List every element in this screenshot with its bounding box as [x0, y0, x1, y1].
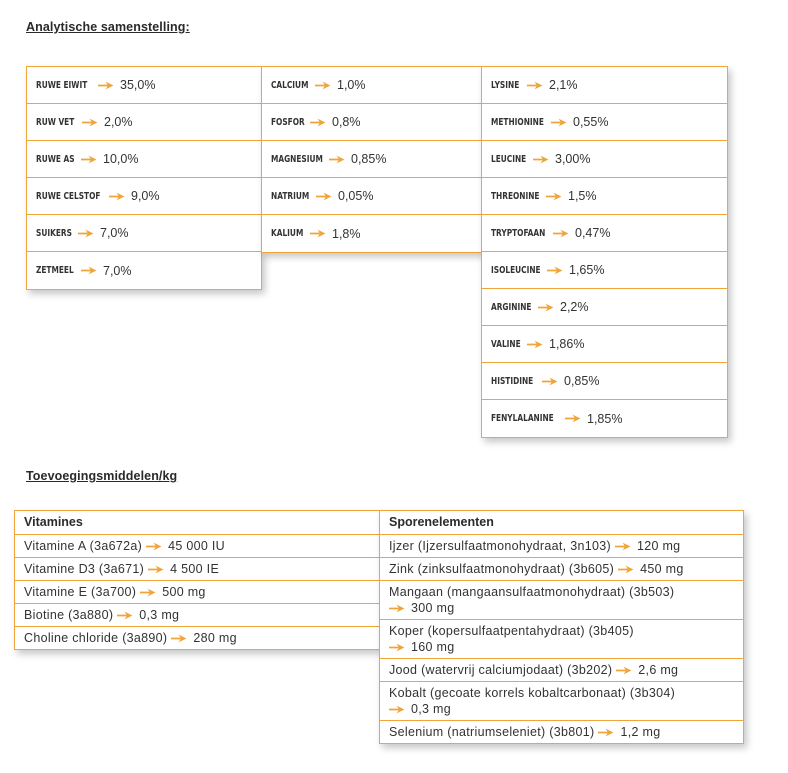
trace-elements-table [379, 510, 744, 744]
arrow-right-icon [316, 192, 332, 201]
analytic-row: FENYLALANINE 1,85% [491, 411, 623, 426]
additive-amount: 300 mg [411, 601, 455, 615]
additive-amount: 1,2 mg [620, 725, 661, 739]
analytic-row: LEUCINE 3,00% [482, 141, 727, 178]
arrow-right-icon [81, 155, 97, 164]
nutrient-value: 7,0% [100, 226, 129, 240]
nutrient-value: 2,0% [104, 115, 133, 129]
arrow-right-icon [598, 728, 614, 737]
arrow-right-icon [315, 81, 331, 90]
arrow-right-icon [389, 643, 405, 652]
additive-amount: 0,3 mg [411, 702, 452, 716]
nutrient-value: 0,85% [564, 374, 600, 388]
analytic-column-2 [261, 66, 483, 253]
nutrient-value: 0,55% [573, 115, 609, 129]
arrow-right-icon [329, 155, 345, 164]
additive-name: Kobalt (gecoate korrels kobaltcarbonaat) (3b304) [389, 686, 676, 700]
nutrient-value: 2,1% [549, 78, 578, 92]
nutrient-value: 3,00% [555, 152, 591, 166]
arrow-right-icon [146, 542, 162, 551]
arrow-right-icon [542, 377, 558, 386]
nutrient-value: 35,0% [120, 78, 156, 92]
arrow-right-icon [546, 192, 562, 201]
additives-heading: Toevoegingsmiddelen/kg [26, 469, 178, 483]
additive-name: Ijzer (Ijzersulfaatmonohydraat, 3n103) [389, 539, 611, 553]
analytic-row: NATRIUM 0,05% [262, 178, 482, 215]
vitamins-table [14, 510, 380, 650]
trace-element-row [380, 721, 743, 743]
arrow-right-icon [527, 340, 543, 349]
additive-name: Koper (kopersulfaatpentahydraat) (3b405) [389, 624, 634, 638]
arrow-right-icon [310, 229, 326, 238]
analytic-row: THREONINE 1,5% [482, 178, 727, 215]
trace-element-row [380, 620, 743, 659]
arrow-right-icon [618, 565, 634, 574]
arrow-right-icon [616, 666, 632, 675]
additive-name: Mangaan (mangaansulfaatmonohydraat) (3b503) [389, 585, 675, 599]
arrow-right-icon [81, 266, 97, 275]
arrow-right-icon [82, 118, 98, 127]
additive-name: Jood (watervrij calciumjodaat) (3b202) [389, 663, 613, 677]
nutrient-value: 0,47% [575, 226, 611, 240]
arrow-right-icon [389, 705, 405, 714]
analytic-row: RUW VET 2,0% [27, 104, 261, 141]
nutrient-value: 1,85% [587, 411, 623, 426]
nutrient-value: 0,85% [351, 152, 387, 166]
trace-element-row [380, 659, 743, 682]
arrow-right-icon [310, 118, 326, 127]
analytic-row: METHIONINE 0,55% [482, 104, 727, 141]
analytic-row: MAGNESIUM 0,85% [262, 141, 482, 178]
arrow-right-icon [565, 414, 581, 423]
additive-amount: 2,6 mg [638, 663, 679, 677]
additive-name: Vitamine A (3a672a) [24, 539, 143, 553]
arrow-right-icon [533, 155, 549, 164]
arrow-right-icon [148, 565, 164, 574]
nutrient-value: 1,8% [332, 226, 361, 241]
arrow-right-icon [553, 229, 569, 238]
arrow-right-icon [171, 634, 187, 643]
analytic-column-1 [26, 66, 262, 290]
trace-element-row [380, 581, 743, 620]
vitamin-row [15, 535, 379, 558]
additive-amount: 280 mg [193, 631, 237, 645]
additive-name: Choline chloride (3a890) [24, 631, 168, 645]
nutrient-value: 2,2% [560, 300, 589, 314]
arrow-right-icon [389, 604, 405, 613]
analytic-row: ISOLEUCINE 1,65% [482, 252, 727, 289]
nutrient-value: 0,05% [338, 189, 374, 203]
vitamins-header: Vitamines [15, 511, 379, 535]
nutrient-value: 1,65% [569, 263, 605, 277]
analytic-row: VALINE 1,86% [482, 326, 727, 363]
nutrient-value: 1,86% [549, 337, 585, 351]
analytic-heading: Analytische samenstelling: [26, 20, 190, 34]
vitamin-row [15, 581, 379, 604]
nutrient-value: 9,0% [131, 189, 160, 203]
arrow-right-icon [109, 192, 125, 201]
arrow-right-icon [78, 229, 94, 238]
analytic-row: RUWE EIWIT 35,0% [27, 67, 261, 104]
trace-element-row [380, 682, 743, 721]
analytic-row: KALIUM 1,8% [271, 226, 361, 241]
analytic-row: FOSFOR 0,8% [262, 104, 482, 141]
additive-amount: 450 mg [640, 562, 684, 576]
nutrient-value: 0,8% [332, 115, 361, 129]
additive-name: Selenium (natriumseleniet) (3b801) [389, 725, 595, 739]
additive-amount: 4 500 IE [170, 562, 220, 576]
nutrient-value: 7,0% [103, 263, 132, 278]
nutrient-value: 1,5% [568, 189, 597, 203]
additive-amount: 160 mg [411, 640, 455, 654]
analytic-row: ARGININE 2,2% [482, 289, 727, 326]
trace-element-row [380, 558, 743, 581]
additive-amount: 45 000 IU [168, 539, 225, 553]
additive-name: Biotine (3a880) [24, 608, 114, 622]
additive-name: Vitamine E (3a700) [24, 585, 137, 599]
analytic-row: CALCIUM 1,0% [262, 67, 482, 104]
arrow-right-icon [98, 81, 114, 90]
additive-amount: 0,3 mg [139, 608, 180, 622]
analytic-row: RUWE AS 10,0% [27, 141, 261, 178]
analytic-row: TRYPTOFAAN 0,47% [482, 215, 727, 252]
vitamin-row [15, 604, 379, 627]
arrow-right-icon [538, 303, 554, 312]
trace-element-row [380, 535, 743, 558]
analytic-row: ZETMEEL 7,0% [36, 263, 132, 278]
additive-name: Vitamine D3 (3a671) [24, 562, 145, 576]
vitamin-row [15, 558, 379, 581]
arrow-right-icon [140, 588, 156, 597]
arrow-right-icon [551, 118, 567, 127]
arrow-right-icon [117, 611, 133, 620]
arrow-right-icon [615, 542, 631, 551]
analytic-row: SUIKERS 7,0% [27, 215, 261, 252]
nutrient-value: 1,0% [337, 78, 366, 92]
arrow-right-icon [527, 81, 543, 90]
trace-elements-header: Sporenelementen [380, 511, 743, 535]
vitamin-row [15, 627, 379, 649]
analytic-row: HISTIDINE 0,85% [482, 363, 727, 400]
additive-amount: 120 mg [636, 539, 681, 553]
additive-amount: 500 mg [162, 585, 206, 599]
analytic-row: RUWE CELSTOF 9,0% [27, 178, 261, 215]
analytic-row: LYSINE 2,1% [482, 67, 727, 104]
arrow-right-icon [547, 266, 563, 275]
nutrient-value: 10,0% [103, 152, 139, 166]
additive-name: Zink (zinksulfaatmonohydraat) (3b605) [389, 562, 615, 576]
analytic-column-3 [481, 66, 728, 438]
